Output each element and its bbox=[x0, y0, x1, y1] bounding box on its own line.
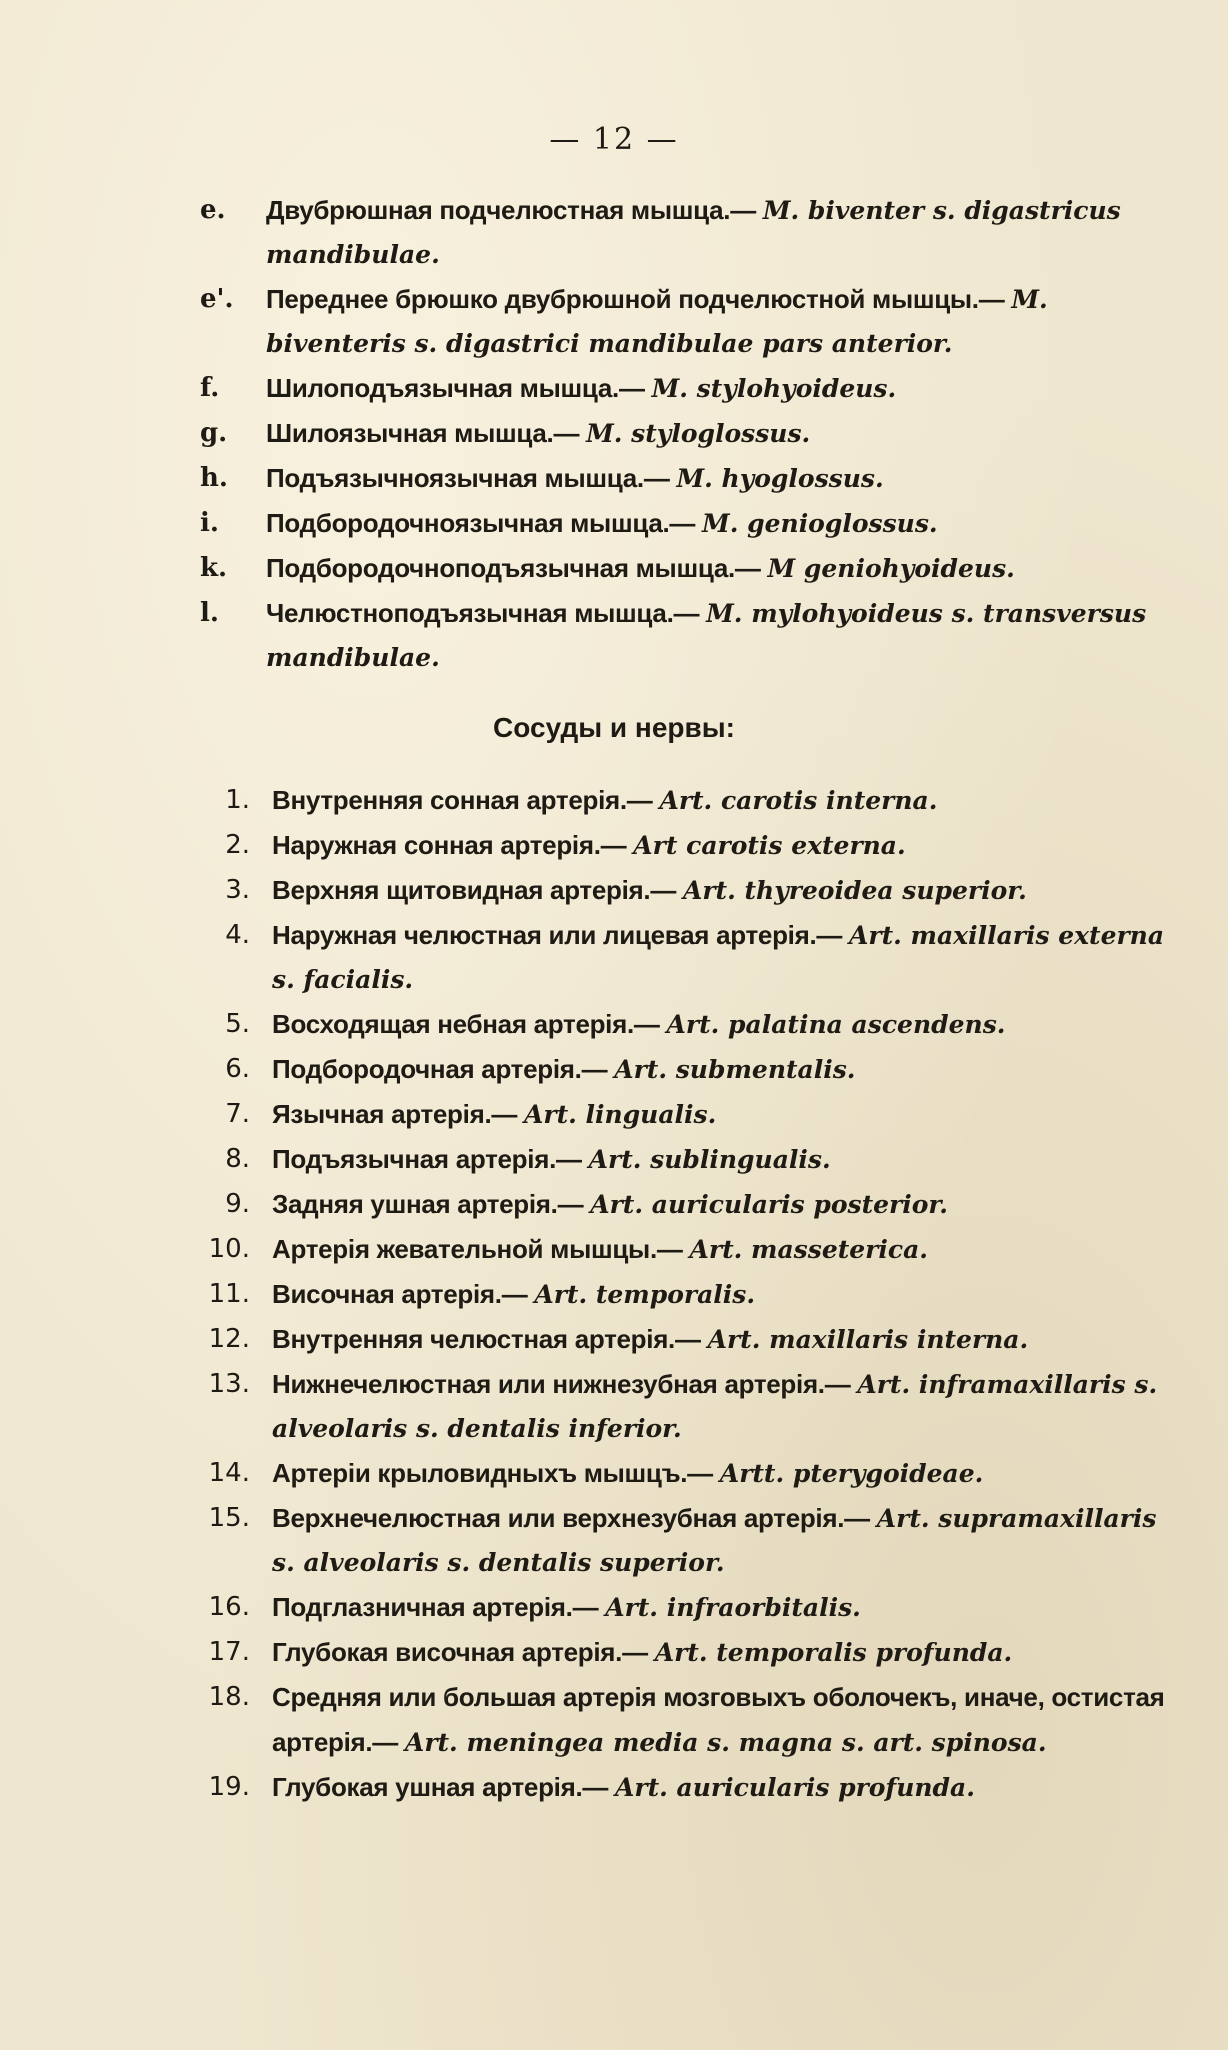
list-item bbox=[200, 188, 1180, 277]
item-latin-term: Art. maxillaris interna. bbox=[707, 1325, 1029, 1354]
item-marker: e'. bbox=[200, 284, 234, 314]
item-russian-term: Переднее брюшко двубрюшной подчелюстной мышцы.— bbox=[266, 284, 1012, 314]
item-number: 1. bbox=[225, 785, 250, 815]
item-russian-term: Нижнечелюстная или нижнезубная артерія.— bbox=[272, 1369, 858, 1399]
list-item bbox=[200, 778, 1185, 823]
item-latin-term: Art. auricularis posterior. bbox=[590, 1190, 948, 1219]
list-item bbox=[200, 1137, 1185, 1182]
item-latin-term: Art. sublingualis. bbox=[588, 1145, 831, 1174]
item-russian-term: Подъязычноязычная мышца.— bbox=[266, 463, 677, 493]
item-marker: i. bbox=[200, 508, 219, 538]
item-russian-term: Двубрюшная подчелюстная мышца.— bbox=[266, 195, 763, 225]
list-item bbox=[200, 277, 1180, 366]
item-russian-term: Внутренняя сонная артерія.— bbox=[272, 785, 660, 815]
list-item bbox=[200, 501, 1180, 546]
item-latin-term: Art. auricularis profunda. bbox=[615, 1773, 975, 1802]
item-russian-term: Задняя ушная артерія.— bbox=[272, 1189, 591, 1219]
list-item bbox=[200, 1585, 1185, 1630]
list-item bbox=[200, 1227, 1185, 1272]
list-item bbox=[200, 1317, 1185, 1362]
item-number: 13. bbox=[208, 1369, 250, 1399]
item-russian-term: Подглазничная артерія.— bbox=[272, 1592, 606, 1622]
list-item bbox=[200, 1675, 1185, 1765]
item-latin-term: Art. infraorbitalis. bbox=[605, 1593, 861, 1622]
list-item bbox=[200, 1272, 1185, 1317]
item-latin-term: Art carotis externa. bbox=[633, 831, 906, 860]
list-item bbox=[200, 366, 1180, 411]
item-number: 9. bbox=[225, 1189, 250, 1219]
list-item bbox=[200, 546, 1180, 591]
item-russian-term: Внутренняя челюстная артерія.— bbox=[272, 1324, 708, 1354]
item-russian-term: Глубокая височная артерія.— bbox=[272, 1637, 655, 1667]
item-number: 19. bbox=[208, 1772, 250, 1802]
item-number: 3. bbox=[225, 875, 250, 905]
list-item bbox=[200, 456, 1180, 501]
item-latin-term: M. hyoglossus. bbox=[676, 464, 884, 493]
item-number: 2. bbox=[225, 830, 250, 860]
list-item bbox=[200, 1092, 1185, 1137]
item-latin-term: Art. temporalis profunda. bbox=[654, 1638, 1013, 1667]
page-number: — 12 — bbox=[549, 122, 679, 157]
item-latin-term: M. biventeris s. digastrici mandibulae pars anterior. bbox=[266, 285, 1048, 358]
item-number: 18. bbox=[208, 1682, 250, 1712]
item-russian-term: Язычная артерія.— bbox=[272, 1099, 524, 1129]
item-latin-term: Art. submentalis. bbox=[614, 1055, 856, 1084]
item-russian-term: Верхнечелюстная или верхнезубная артерія.— bbox=[272, 1503, 877, 1533]
vessel-list bbox=[200, 778, 1185, 1810]
item-number: 15. bbox=[208, 1503, 250, 1533]
list-item bbox=[200, 1451, 1185, 1496]
item-russian-term: Подъязычная артерія.— bbox=[272, 1144, 589, 1174]
item-marker: e. bbox=[200, 195, 226, 225]
item-latin-term: M geniohyoideus. bbox=[767, 554, 1015, 583]
item-russian-term: Средняя или большая артерія мозговыхъ оболочекъ, иначе, остистая артерія.— bbox=[272, 1682, 1165, 1757]
item-latin-term: Art. meningea media s. magna s. art. spinosa. bbox=[404, 1728, 1047, 1757]
list-item bbox=[200, 1496, 1185, 1585]
item-russian-term: Верхняя щитовидная артерія.— bbox=[272, 875, 683, 905]
item-latin-term: Art. carotis interna. bbox=[659, 786, 938, 815]
item-number: 16. bbox=[208, 1592, 250, 1622]
item-russian-term: Глубокая ушная артерія.— bbox=[272, 1772, 615, 1802]
item-russian-term: Подбородочная артерія.— bbox=[272, 1054, 615, 1084]
item-russian-term: Шилоподъязычная мышца.— bbox=[266, 373, 652, 403]
item-latin-term: M. stylohyoideus. bbox=[651, 374, 897, 403]
section-heading: Сосуды и нервы: bbox=[493, 712, 735, 743]
list-item bbox=[200, 1047, 1185, 1092]
item-marker: h. bbox=[200, 463, 228, 493]
item-number: 6. bbox=[225, 1054, 250, 1084]
item-number: 14. bbox=[208, 1458, 250, 1488]
muscle-list bbox=[200, 188, 1180, 680]
item-russian-term: Восходящая небная артерія.— bbox=[272, 1009, 667, 1039]
item-number: 8. bbox=[225, 1144, 250, 1174]
item-marker: f. bbox=[200, 373, 220, 403]
item-marker: k. bbox=[200, 553, 228, 583]
item-number: 17. bbox=[208, 1637, 250, 1667]
list-item bbox=[200, 1630, 1185, 1675]
item-russian-term: Височная артерія.— bbox=[272, 1279, 535, 1309]
item-number: 4. bbox=[225, 920, 250, 950]
list-item bbox=[200, 591, 1180, 680]
list-item bbox=[200, 1002, 1185, 1047]
item-latin-term: M. mylohyoideus s. transversus mandibulae. bbox=[266, 599, 1147, 672]
item-russian-term: Шилоязычная мышца.— bbox=[266, 418, 587, 448]
item-latin-term: Art. lingualis. bbox=[524, 1100, 717, 1129]
item-latin-term: Art. inframaxillaris s. alveolaris s. dentalis inferior. bbox=[272, 1370, 1158, 1443]
item-number: 5. bbox=[225, 1009, 250, 1039]
item-latin-term: M. styloglossus. bbox=[586, 419, 811, 448]
list-item bbox=[200, 868, 1185, 913]
item-russian-term: Артеріи крыловидныхъ мышцъ.— bbox=[272, 1458, 720, 1488]
item-latin-term: M. genioglossus. bbox=[702, 509, 938, 538]
list-item bbox=[200, 913, 1185, 1002]
item-number: 12. bbox=[208, 1324, 250, 1354]
item-number: 10. bbox=[208, 1234, 250, 1264]
item-marker: l. bbox=[200, 598, 219, 628]
item-number: 7. bbox=[225, 1099, 250, 1129]
list-item bbox=[200, 411, 1180, 456]
item-latin-term: Art. temporalis. bbox=[534, 1280, 756, 1309]
item-russian-term: Артерія жевательной мышцы.— bbox=[272, 1234, 690, 1264]
list-item bbox=[200, 1362, 1185, 1451]
item-latin-term: M. biventer s. digastricus mandibulae. bbox=[266, 196, 1121, 269]
item-latin-term: Art. maxillaris externa s. facialis. bbox=[272, 921, 1165, 994]
item-latin-term: Art. masseterica. bbox=[689, 1235, 928, 1264]
list-item bbox=[200, 1182, 1185, 1227]
item-russian-term: Подбородочноязычная мышца.— bbox=[266, 508, 703, 538]
item-russian-term: Челюстноподъязычная мышца.— bbox=[266, 598, 707, 628]
item-number: 11. bbox=[208, 1279, 250, 1309]
item-marker: g. bbox=[200, 418, 228, 448]
item-latin-term: Artt. pterygoideae. bbox=[719, 1459, 984, 1488]
list-item bbox=[200, 1765, 1185, 1810]
item-latin-term: Art. thyreoidea superior. bbox=[682, 876, 1027, 905]
item-russian-term: Подбородочноподъязычная мышца.— bbox=[266, 553, 768, 583]
item-russian-term: Наружная челюстная или лицевая артерія.— bbox=[272, 920, 849, 950]
list-item bbox=[200, 823, 1185, 868]
item-latin-term: Art. supramaxillaris s. alveolaris s. dentalis superior. bbox=[272, 1504, 1157, 1577]
item-russian-term: Наружная сонная артерія.— bbox=[272, 830, 634, 860]
item-latin-term: Art. palatina ascendens. bbox=[666, 1010, 1006, 1039]
